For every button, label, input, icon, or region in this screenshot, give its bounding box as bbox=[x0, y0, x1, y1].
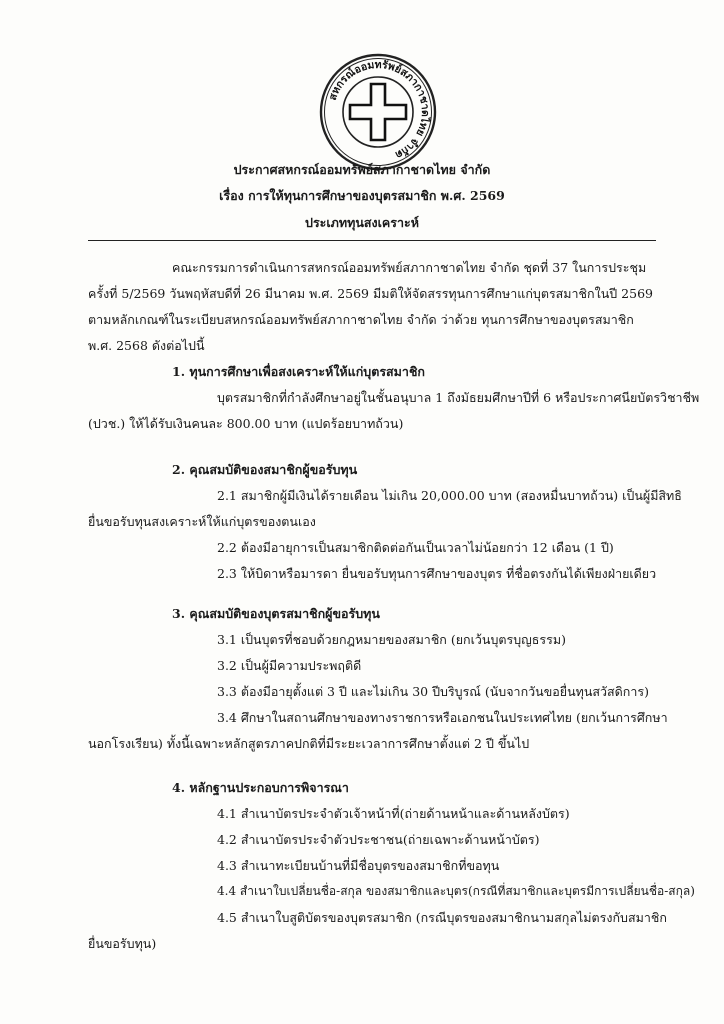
section-3-item-1: 3.1 เป็นบุตรที่ชอบด้วยกฎหมายของสมาชิก (ยกเว้นบุตรบุญธรรม) bbox=[217, 632, 566, 647]
announcement-title: ประกาศสหกรณ์ออมทรัพย์สภากาชาดไทย จำกัด bbox=[233, 162, 491, 177]
red-cross-seal-icon bbox=[319, 53, 437, 171]
intro-line-1: คณะกรรมการดำเนินการสหกรณ์ออมทรัพย์สภากาชาดไทย จำกัด ชุดที่ 37 ในการประชุม bbox=[172, 260, 647, 275]
section-4-item-4: 4.4 สำเนาใบเปลี่ยนชื่อ-สกุล ของสมาชิกและบุตร(กรณีที่สมาชิกและบุตรมีการเปลี่ยนชื่อ-สกุล) bbox=[217, 884, 695, 898]
section-4-heading: 4. หลักฐานประกอบการพิจารณา bbox=[172, 780, 349, 795]
section-1-line-1: บุตรสมาชิกที่กำลังศึกษาอยู่ในชั้นอนุบาล 1 ถึงมัธยมศึกษาปีที่ 6 หรือประกาศนียบัตรวิชาชีพ bbox=[217, 390, 700, 405]
section-4-item-1: 4.1 สำเนาบัตรประจำตัวเจ้าหน้าที่(ถ่ายด้านหน้าและด้านหลังบัตร) bbox=[217, 806, 570, 821]
announcement-subject: เรื่อง การให้ทุนการศึกษาของบุตรสมาชิก พ.ศ. 2569 bbox=[219, 188, 505, 203]
section-4-item-5-line-2: ยื่นขอรับทุน) bbox=[88, 936, 157, 951]
announcement-type: ประเภททุนสงเคราะห์ bbox=[305, 215, 419, 230]
section-3-item-3: 3.3 ต้องมีอายุตั้งแต่ 3 ปี และไม่เกิน 30 ปีบริบูรณ์ (นับจากวันขอยื่นทุนสวัสดิการ) bbox=[217, 684, 649, 699]
section-1-heading: 1. ทุนการศึกษาเพื่อสงเคราะห์ให้แก่บุตรสมาชิก bbox=[172, 364, 425, 379]
section-1-line-2: (ปวช.) ให้ได้รับเงินคนละ 800.00 บาท (แปดร้อยบาทถ้วน) bbox=[88, 416, 404, 431]
section-2-item-1-line-2: ยื่นขอรับทุนสงเคราะห์ให้แก่บุตรของตนเอง bbox=[88, 514, 316, 529]
section-3-item-4-line-1: 3.4 ศึกษาในสถานศึกษาของทางราชการหรือเอกชนในประเทศไทย (ยกเว้นการศึกษา bbox=[217, 710, 668, 725]
section-2-item-1-line-1: 2.1 สมาชิกผู้มีเงินได้รายเดือน ไม่เกิน 20,000.00 บาท (สองหมื่นบาทถ้วน) เป็นผู้มีสิทธิ bbox=[217, 488, 682, 503]
section-2-heading: 2. คุณสมบัติของสมาชิกผู้ขอรับทุน bbox=[172, 462, 358, 477]
intro-line-4: พ.ศ. 2568 ดังต่อไปนี้ bbox=[88, 338, 205, 353]
intro-line-3: ตามหลักเกณฑ์ในระเบียบสหกรณ์ออมทรัพย์สภากาชาดไทย จำกัด ว่าด้วย ทุนการศึกษาของบุตรสมาชิก bbox=[88, 312, 634, 327]
section-4-item-2: 4.2 สำเนาบัตรประจำตัวประชาชน(ถ่ายเฉพาะด้านหน้าบัตร) bbox=[217, 832, 540, 847]
section-3-item-2: 3.2 เป็นผู้มีความประพฤติดี bbox=[217, 658, 362, 673]
section-4-item-5-line-1: 4.5 สำเนาใบสูติบัตรของบุตรสมาชิก (กรณีบุตรของสมาชิกนามสกุลไม่ตรงกับสมาชิก bbox=[217, 910, 667, 925]
section-4-item-3: 4.3 สำเนาทะเบียนบ้านที่มีชื่อบุตรของสมาชิกที่ขอทุน bbox=[217, 858, 500, 873]
section-3-item-4-line-2: นอกโรงเรียน) ทั้งนี้เฉพาะหลักสูตรภาคปกติที่มีระยะเวลาการศึกษาตั้งแต่ 2 ปี ขึ้นไป bbox=[88, 736, 530, 751]
section-2-item-3: 2.3 ให้บิดาหรือมารดา ยื่นขอรับทุนการศึกษาของบุตร ที่ชื่อตรงกันได้เพียงฝ่ายเดียว bbox=[217, 566, 657, 581]
header-divider bbox=[88, 240, 656, 241]
seal-ring-text: สหกรณ์ออมทรัพย์สภากาชาดไทย จำกัด bbox=[326, 58, 432, 161]
section-3-heading: 3. คุณสมบัติของบุตรสมาชิกผู้ขอรับทุน bbox=[172, 606, 380, 621]
intro-line-2: ครั้งที่ 5/2569 วันพฤหัสบดีที่ 26 มีนาคม พ.ศ. 2569 มีมติให้จัดสรรทุนการศึกษาแก่บุตรสมาชิกในปี 2569 bbox=[88, 286, 653, 301]
section-2-item-2: 2.2 ต้องมีอายุการเป็นสมาชิกติดต่อกันเป็นเวลาไม่น้อยกว่า 12 เดือน (1 ปี) bbox=[217, 540, 614, 555]
